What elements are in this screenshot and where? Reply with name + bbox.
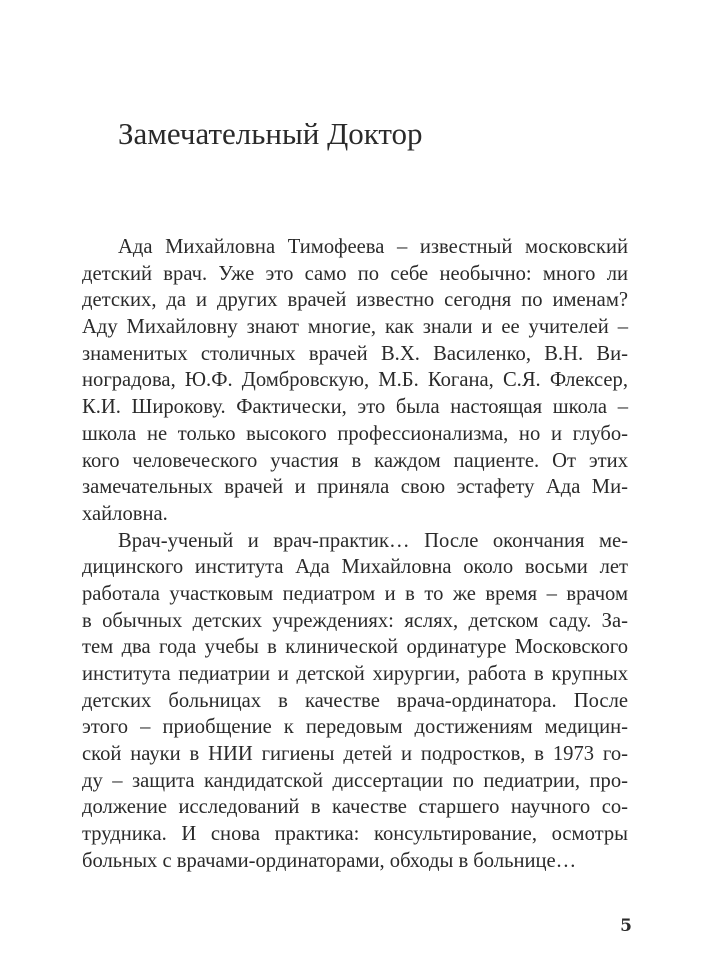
text-line: ноградова, Ю.Ф. Домбровскую, М.Б. Когана, С.Я. Флексер, (82, 369, 628, 392)
text-line: больных с врачами-ординаторами, обходы в больнице… (82, 849, 577, 872)
page-number: 5 (620, 916, 632, 936)
text-line: детских, да и других врачей известно сегодня по именам? (82, 289, 628, 312)
text-line: школа не только высокого профессионализма, но и глубо- (82, 422, 628, 445)
text-line: Врач-ученый и врач-практик… После окончания ме- (118, 529, 628, 552)
body-text (82, 234, 628, 875)
text-line: кого человеческого участия в каждом пациенте. От этих (82, 449, 628, 472)
text-line: Ада Михайловна Тимофеева – известный московский (118, 236, 628, 258)
text-line: детских больницах в качестве врача-ординатора. После (82, 689, 628, 712)
text-line: института педиатрии и детской хирургии, работа в крупных (82, 663, 628, 685)
text-line: хайловна. (82, 502, 168, 525)
paragraph-1 (82, 234, 628, 528)
text-line: Аду Михайловну знают многие, как знали и ее учителей – (82, 316, 628, 339)
text-line: К.И. Широкову. Фактически, это была настоящая школа – (82, 396, 628, 419)
text-line: должение исследований в качестве старшего научного со- (82, 796, 628, 819)
text-line: в обычных детских учреждениях: яслях, детском саду. За- (82, 609, 628, 632)
chapter-title: Замечательный Доктор (118, 116, 423, 151)
text-line: ской науки в НИИ гигиены детей и подростков, в 1973 го- (82, 743, 628, 766)
paragraph-2 (82, 528, 628, 875)
text-line: дицинского института Ада Михайловна около восьми лет (82, 556, 628, 579)
text-line: этого – приобщение к передовым достижениям медицин- (82, 716, 628, 739)
text-line: тем два года учебы в клинической ординатуре Московского (82, 636, 628, 659)
text-line: трудника. И снова практика: консультирование, осмотры (82, 823, 628, 846)
text-line: замечательных врачей и приняла свою эстафету Ада Ми- (82, 476, 628, 499)
text-line: знаменитых столичных врачей В.Х. Василенко, В.Н. Ви- (82, 342, 628, 365)
text-line: ду – защита кандидатской диссертации по педиатрии, про- (82, 769, 628, 792)
text-line: работала участковым педиатром и в то же время – врачом (82, 582, 628, 605)
text-line: детский врач. Уже это само по себе необычно: много ли (82, 262, 628, 285)
